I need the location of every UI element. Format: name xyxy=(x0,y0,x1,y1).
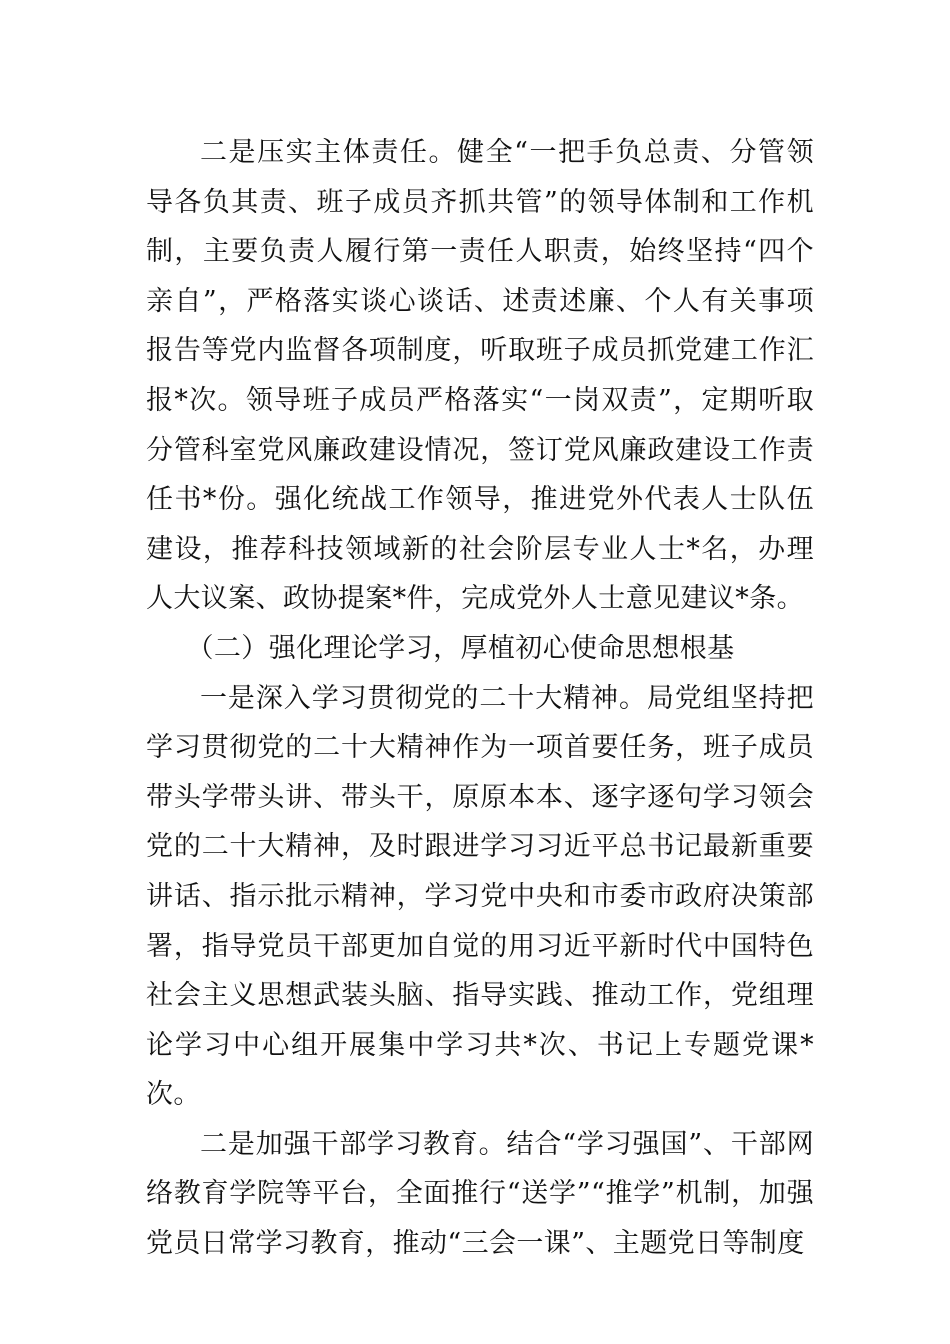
paragraph-twentieth-congress-study: 一是深入学习贯彻党的二十大精神。局党组坚持把学习贯彻党的二十大精神作为一项首要任务，班子成员带头学带头讲、带头干，原原本本、逐字逐句学习领会党的二十大精神，及时跟进学习习近平总书记最新重要讲话、指示批示精神，学习党中央和市委市政府决策部署，指导党员干部更加自觉的用习近平新时代中国特色社会主义思想武装头脑、指导实践、推动工作，党组理论学习中心组开展集中学习共*次、书记上专题党课*次。 xyxy=(146,682,814,1111)
section-heading-theory-study: （二）强化理论学习，厚植初心使命思想根基 xyxy=(186,632,735,664)
paragraph-main-responsibility: 二是压实主体责任。健全“一把手负总责、分管领导各负其责、班子成员齐抓共管”的领导体制和工作机制，主要负责人履行第一责任人职责，始终坚持“四个亲自”，严格落实谈心谈话、述责述廉、个人有关事项报告等党内监督各项制度，听取班子成员抓党建工作汇报*次。领导班子成员严格落实“一岗双责”，定期听取分管科室党风廉政建设情况，签订党风廉政建设工作责任书*份。强化统战工作领导，推进党外代表人士队伍建设，推荐科技领域新的社会阶层专业人士*名，办理人大议案、政协提案*件，完成党外人士意见建议*条。 xyxy=(146,137,814,615)
paragraph-cadre-education: 二是加强干部学习教育。结合“学习强国”、干部网络教育学院等平台，全面推行“送学”“推学”机制，加强党员日常学习教育，推动“三会一课”、主题党日等制度 xyxy=(146,1128,814,1260)
document-body xyxy=(146,128,814,1269)
